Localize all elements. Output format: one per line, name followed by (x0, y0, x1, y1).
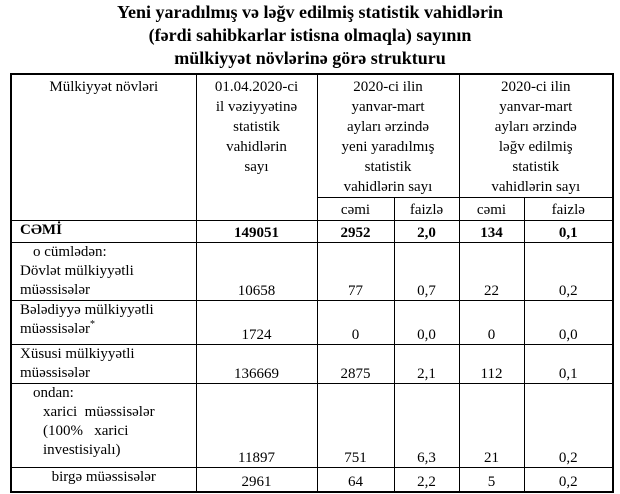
title-line-2: (fərdi sahibkarlar istisna olmaqla) sayının (148, 25, 472, 45)
value-cell: 1724 (196, 301, 317, 345)
title-line-1: Yeni yaradılmış və ləğv edilmiş statistik vahidlərin (116, 2, 503, 22)
row-label-line: xarici müəssisələr (43, 404, 155, 420)
value-cell: 149051 (196, 221, 317, 243)
page-title (0, 0, 620, 70)
value-cell: 134 (459, 221, 524, 243)
value-cell: 2875 (317, 345, 394, 384)
header-row-groups (11, 74, 613, 198)
col-header-created-total: cəmi (317, 198, 394, 221)
table-row (11, 468, 613, 492)
value-cell: 0,1 (524, 221, 613, 243)
value-cell: 0,2 (524, 468, 613, 492)
table-row (11, 221, 613, 243)
value-cell: 0 (317, 301, 394, 345)
value-cell: 2961 (196, 468, 317, 492)
value-cell: 77 (317, 243, 394, 301)
table-body (11, 221, 613, 492)
row-label-line: Dövlət mülkiyyətli (20, 263, 134, 279)
value-cell: 2,1 (394, 345, 459, 384)
value-cell: 0,2 (524, 384, 613, 468)
value-cell: 0,7 (394, 243, 459, 301)
value-cell: 751 (317, 384, 394, 468)
table-row (11, 384, 613, 468)
row-label-line: o cümlədən: (33, 244, 107, 260)
row-label (11, 468, 196, 492)
footnote-asterisk: * (89, 319, 95, 330)
table-header (11, 74, 613, 221)
col-header-newly-created-group: 2020-ci ilin yanvar-mart ayları ərzində yeni yaradılmış statistik vahidlərin sayı (317, 74, 459, 198)
row-label-line: (100% xarici (43, 423, 129, 439)
value-cell: 2,2 (394, 468, 459, 492)
value-cell: 6,3 (394, 384, 459, 468)
value-cell: 2,0 (394, 221, 459, 243)
value-cell: 22 (459, 243, 524, 301)
col-header-liquidated-total: cəmi (459, 198, 524, 221)
value-cell: 2952 (317, 221, 394, 243)
col-header-units-as-of-date: 01.04.2020-ci il vəziyyətinə statistik vahidlərin sayı (196, 74, 317, 221)
row-label-line: birgə müəssisələr (51, 469, 156, 485)
value-cell: 10658 (196, 243, 317, 301)
statistics-table (10, 73, 614, 493)
row-label-line: Xüsusi mülkiyyətli (20, 346, 135, 362)
title-line-3: mülkiyyət növlərinə görə strukturu (174, 48, 446, 68)
value-cell: 136669 (196, 345, 317, 384)
value-cell: 0,2 (524, 243, 613, 301)
value-cell: 5 (459, 468, 524, 492)
value-cell: 0,0 (524, 301, 613, 345)
col-header-ownership-types: Mülkiyyət növləri (11, 74, 196, 221)
value-cell: 21 (459, 384, 524, 468)
row-label-line: müəssisələr (20, 282, 90, 298)
table-row (11, 345, 613, 384)
value-cell: 0,0 (394, 301, 459, 345)
row-label-line: ondan: (33, 385, 74, 401)
row-label-line: müəssisələr* (20, 319, 95, 337)
col-header-liquidated-percent: faizlə (524, 198, 613, 221)
row-label-line: investisiyalı) (43, 442, 121, 458)
col-header-created-percent: faizlə (394, 198, 459, 221)
row-label-line: Bələdiyyə mülkiyyətli (20, 302, 154, 318)
col-header-liquidated-group: 2020-ci ilin yanvar-mart ayları ərzində ləğv edilmiş statistik vahidlərin sayı (459, 74, 613, 198)
table-row (11, 301, 613, 345)
table-row (11, 243, 613, 301)
row-label (11, 243, 196, 301)
row-label (11, 301, 196, 345)
row-label (11, 221, 196, 243)
row-label (11, 384, 196, 468)
value-cell: 0 (459, 301, 524, 345)
row-label (11, 345, 196, 384)
value-cell: 11897 (196, 384, 317, 468)
row-label-line: müəssisələr (20, 365, 90, 381)
value-cell: 64 (317, 468, 394, 492)
value-cell: 112 (459, 345, 524, 384)
row-label-line: CƏMİ (20, 222, 62, 238)
value-cell: 0,1 (524, 345, 613, 384)
